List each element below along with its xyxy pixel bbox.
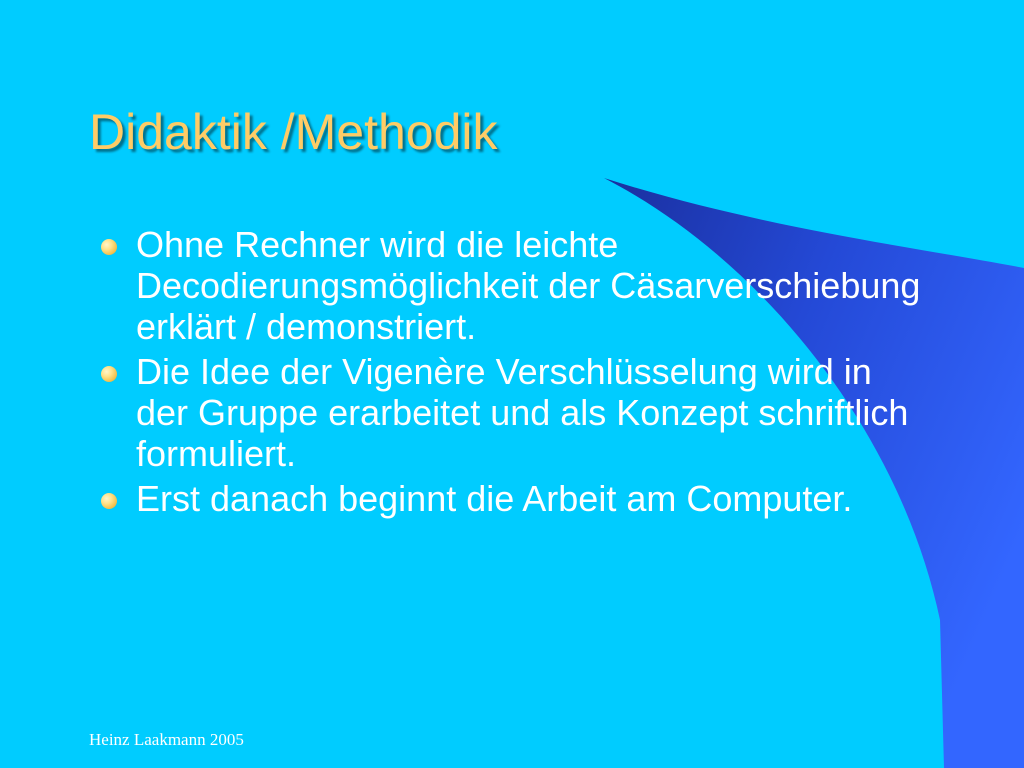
bullet-dot-icon xyxy=(101,366,117,382)
bullet-dot-icon xyxy=(101,493,117,509)
bullet-list xyxy=(100,224,930,523)
bullet-dot-icon xyxy=(101,239,117,255)
slide-title: Didaktik /Methodik xyxy=(89,104,498,160)
bullet-item xyxy=(100,351,930,474)
bullet-text: Ohne Rechner wird die leichte Decodierungsmöglichkeit der Cäsarverschiebung erklärt / demonstriert. xyxy=(136,224,921,347)
bullet-text: Die Idee der Vigenère Verschlüsselung wird in der Gruppe erarbeitet und als Konzept schriftlich formuliert. xyxy=(136,351,909,474)
bullet-text: Erst danach beginnt die Arbeit am Computer. xyxy=(136,478,853,519)
footer-author: Heinz Laakmann 2005 xyxy=(89,730,244,749)
bullet-item xyxy=(100,478,930,519)
bullet-item xyxy=(100,224,930,347)
